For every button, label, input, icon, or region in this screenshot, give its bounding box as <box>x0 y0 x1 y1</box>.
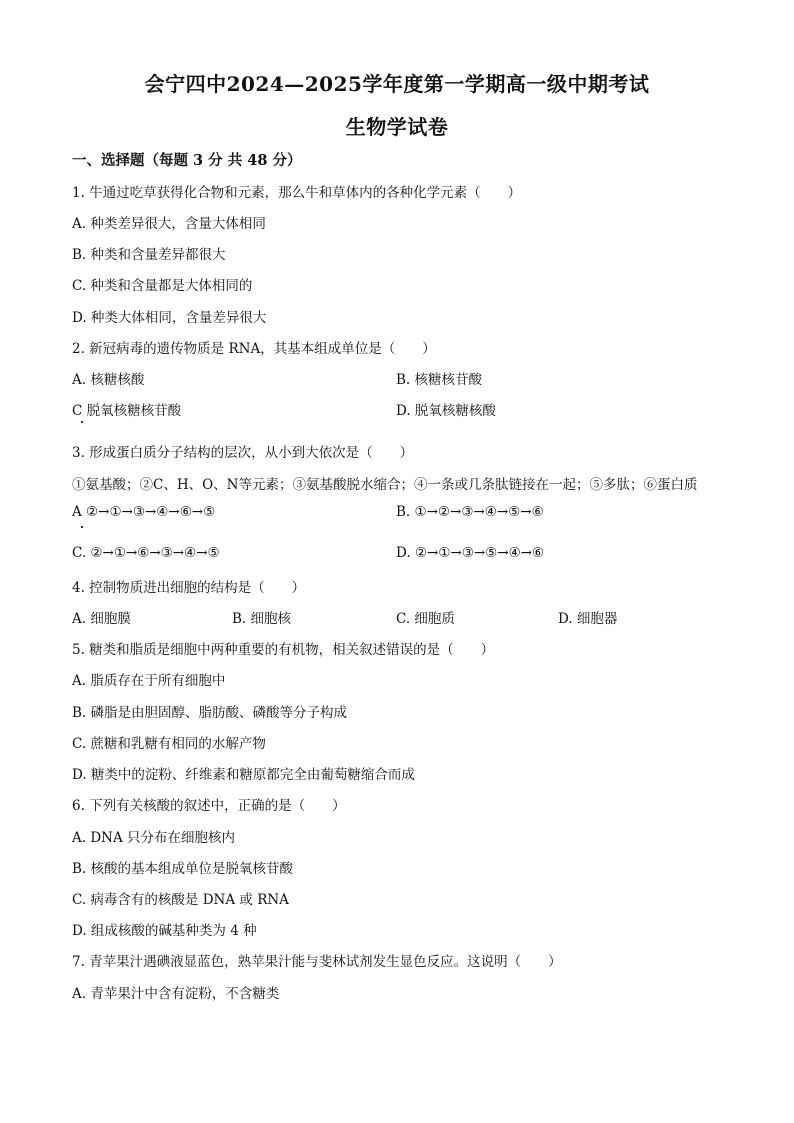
question-3-option-d: D. ②→①→③→⑤→④→⑥ <box>396 545 545 561</box>
question-1-option-c: C. 种类和含量都是大体相同的 <box>72 278 253 294</box>
question-5-stem: 5. 糖类和脂质是细胞中两种重要的有机物，相关叙述错误的是（ ） <box>72 642 495 658</box>
question-3-stem: 3. 形成蛋白质分子结构的层次，从小到大依次是（ ） <box>72 445 414 461</box>
question-4-option-d: D. 细胞器 <box>558 611 618 627</box>
scan-mark <box>81 526 83 528</box>
question-6-stem: 6. 下列有关核酸的叙述中，正确的是（ ） <box>72 798 346 814</box>
question-4-options-row <box>72 607 752 627</box>
question-4-stem: 4. 控制物质进出细胞的结构是（ ） <box>72 580 306 596</box>
question-4-option-c: C. 细胞质 <box>396 611 455 627</box>
question-6-option-b: B. 核酸的基本组成单位是脱氧核苷酸 <box>72 861 294 877</box>
question-3-note: ①氨基酸；②C、H、O、N等元素；③氨基酸脱水缩合；④一条或几条肽链接在一起；⑤多肽；⑥蛋白质 <box>72 477 698 493</box>
question-5-option-b: B. 磷脂是由胆固醇、脂肪酸、磷酸等分子构成 <box>72 705 348 721</box>
question-5-option-a: A. 脂质存在于所有细胞中 <box>72 673 226 689</box>
question-6-option-d: D. 组成核酸的碱基种类为 4 种 <box>72 923 257 939</box>
question-2-options-row-2 <box>72 399 752 419</box>
question-7-stem: 7. 青苹果汁遇碘液显蓝色，熟苹果汁能与斐林试剂发生显色反应。这说明（ ） <box>72 954 562 970</box>
question-3-option-c: C. ②→①→⑥→③→④→⑤ <box>72 545 220 561</box>
question-2-option-b: B. 核糖核苷酸 <box>396 372 483 388</box>
question-3-option-b: B. ①→②→③→④→⑤→⑥ <box>396 504 544 520</box>
question-6-option-c: C. 病毒含有的核酸是 DNA 或 RNA <box>72 892 289 908</box>
question-2-options-row-1 <box>72 368 752 388</box>
question-2-option-a: A. 核糖核酸 <box>72 372 145 388</box>
question-1-option-a: A. 种类差异很大，含量大体相同 <box>72 216 266 232</box>
question-3-options-row-1 <box>72 504 752 524</box>
question-5-option-d: D. 糖类中的淀粉、纤维素和糖原都完全由葡萄糖缩合而成 <box>72 767 415 783</box>
question-2-stem: 2. 新冠病毒的遗传物质是 RNA，其基本组成单位是（ ） <box>72 341 436 357</box>
question-4-option-b: B. 细胞核 <box>232 611 292 627</box>
question-4-option-a: A. 细胞膜 <box>72 611 131 627</box>
question-1-option-b: B. 种类和含量差异都很大 <box>72 247 226 263</box>
question-1-stem: 1. 牛通过吃草获得化合物和元素，那么牛和草体内的各种化学元素（ ） <box>72 185 522 201</box>
question-7-option-a: A. 青苹果汁中含有淀粉，不含糖类 <box>72 986 280 1002</box>
exam-title: 会宁四中2024—2025学年度第一学期高一级中期考试 <box>144 72 650 96</box>
question-5-option-c: C. 蔗糖和乳糖有相同的水解产物 <box>72 736 266 752</box>
question-3-options-row-2 <box>72 545 752 565</box>
question-2-option-c: C 脱氧核糖核苷酸 <box>72 403 182 419</box>
section-heading: 一、选择题（每题 3 分 共 48 分） <box>72 152 302 169</box>
question-1-option-d: D. 种类大体相同，含量差异很大 <box>72 310 267 326</box>
question-2-option-d: D. 脱氧核糖核酸 <box>396 403 496 419</box>
exam-subtitle: 生物学试卷 <box>345 115 449 139</box>
scan-mark <box>81 421 83 423</box>
question-6-option-a: A. DNA 只分布在细胞核内 <box>72 830 236 846</box>
question-3-option-a: A ②→①→③→④→⑥→⑤ <box>72 504 216 520</box>
